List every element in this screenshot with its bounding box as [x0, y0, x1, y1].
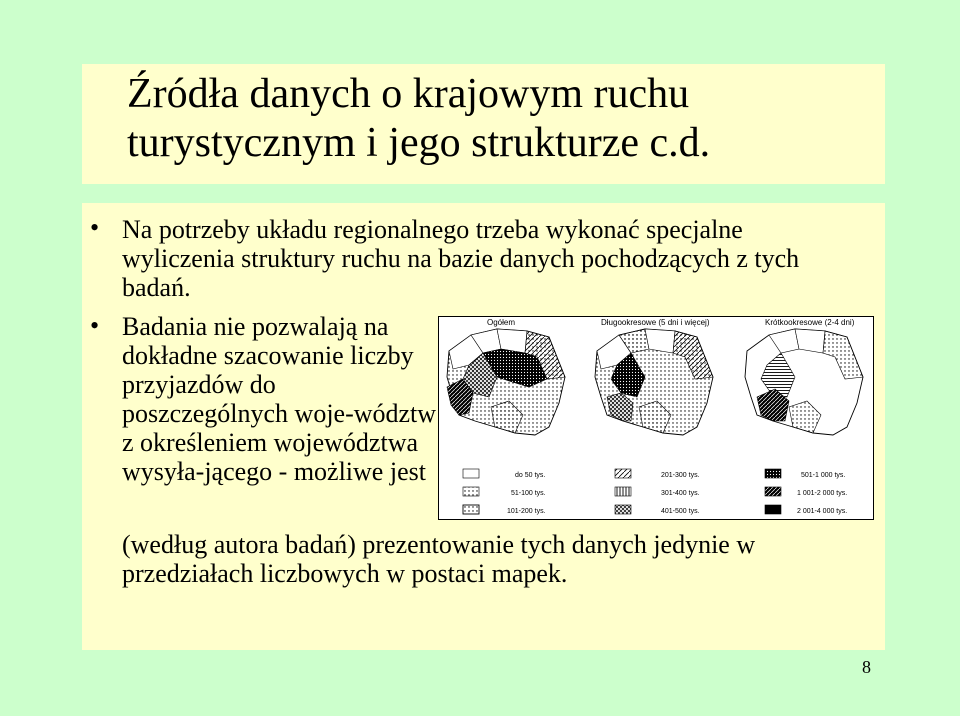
bullet-marker: • [90, 213, 100, 242]
map-total [447, 329, 565, 435]
bullet-text-1: Na potrzeby układu regionalnego trzeba wykonać specjalne wyliczenia struktury ruchu na bazie danych pochodzących z tych badań. [122, 215, 800, 302]
title-panel [82, 64, 885, 184]
legend-swatch [615, 487, 631, 496]
legend-label: do 50 tys. [515, 472, 546, 479]
legend-swatch [463, 469, 479, 478]
map-caption-short-term: Krótkookresowe (2-4 dni) [765, 318, 855, 327]
page-number: 8 [862, 657, 871, 677]
legend-label: 101-200 tys. [507, 508, 546, 515]
bullet-text-2-continuation: (według autora badań) prezentowanie tych danych jedynie w przedziałach liczbowych w postaci mapek. [122, 530, 756, 588]
bullet-marker: • [90, 311, 100, 340]
map-caption-long-term: Długookresowe (5 dni i więcej) [601, 318, 710, 327]
legend-label: 401-500 tys. [661, 508, 700, 515]
legend-label: 1 001-2 000 tys. [797, 490, 848, 497]
legend-swatch [615, 469, 631, 478]
legend-label: 301-400 tys. [661, 490, 700, 497]
legend-label: 201-300 tys. [661, 472, 700, 479]
bullet-text-2: Badania nie pozwalają na dokładne szacowanie liczby przyjazdów do poszczególnych woje-wództw z określeniem województwa wysyła-jącego - możliwe jest [122, 312, 437, 486]
legend-label: 51-100 tys. [511, 490, 546, 497]
legend-swatch [765, 505, 781, 514]
map-caption-total: Ogółem [487, 318, 516, 327]
legend-swatch [765, 469, 781, 478]
legend-swatch [765, 487, 781, 496]
legend-label: 501-1 000 tys. [801, 472, 846, 479]
map-short-term [745, 329, 863, 435]
legend-swatch [615, 505, 631, 514]
voivodeship-maps-figure [438, 316, 874, 520]
legend-swatch [463, 505, 479, 514]
legend-label: 2 001-4 000 tys. [797, 508, 848, 515]
maps-svg [439, 317, 873, 519]
legend [463, 469, 847, 515]
legend-swatch [463, 487, 479, 496]
map-long-term [595, 329, 713, 435]
slide-title: Źródła danych o krajowym ruchu turystycznym i jego strukturze c.d. [127, 71, 711, 166]
